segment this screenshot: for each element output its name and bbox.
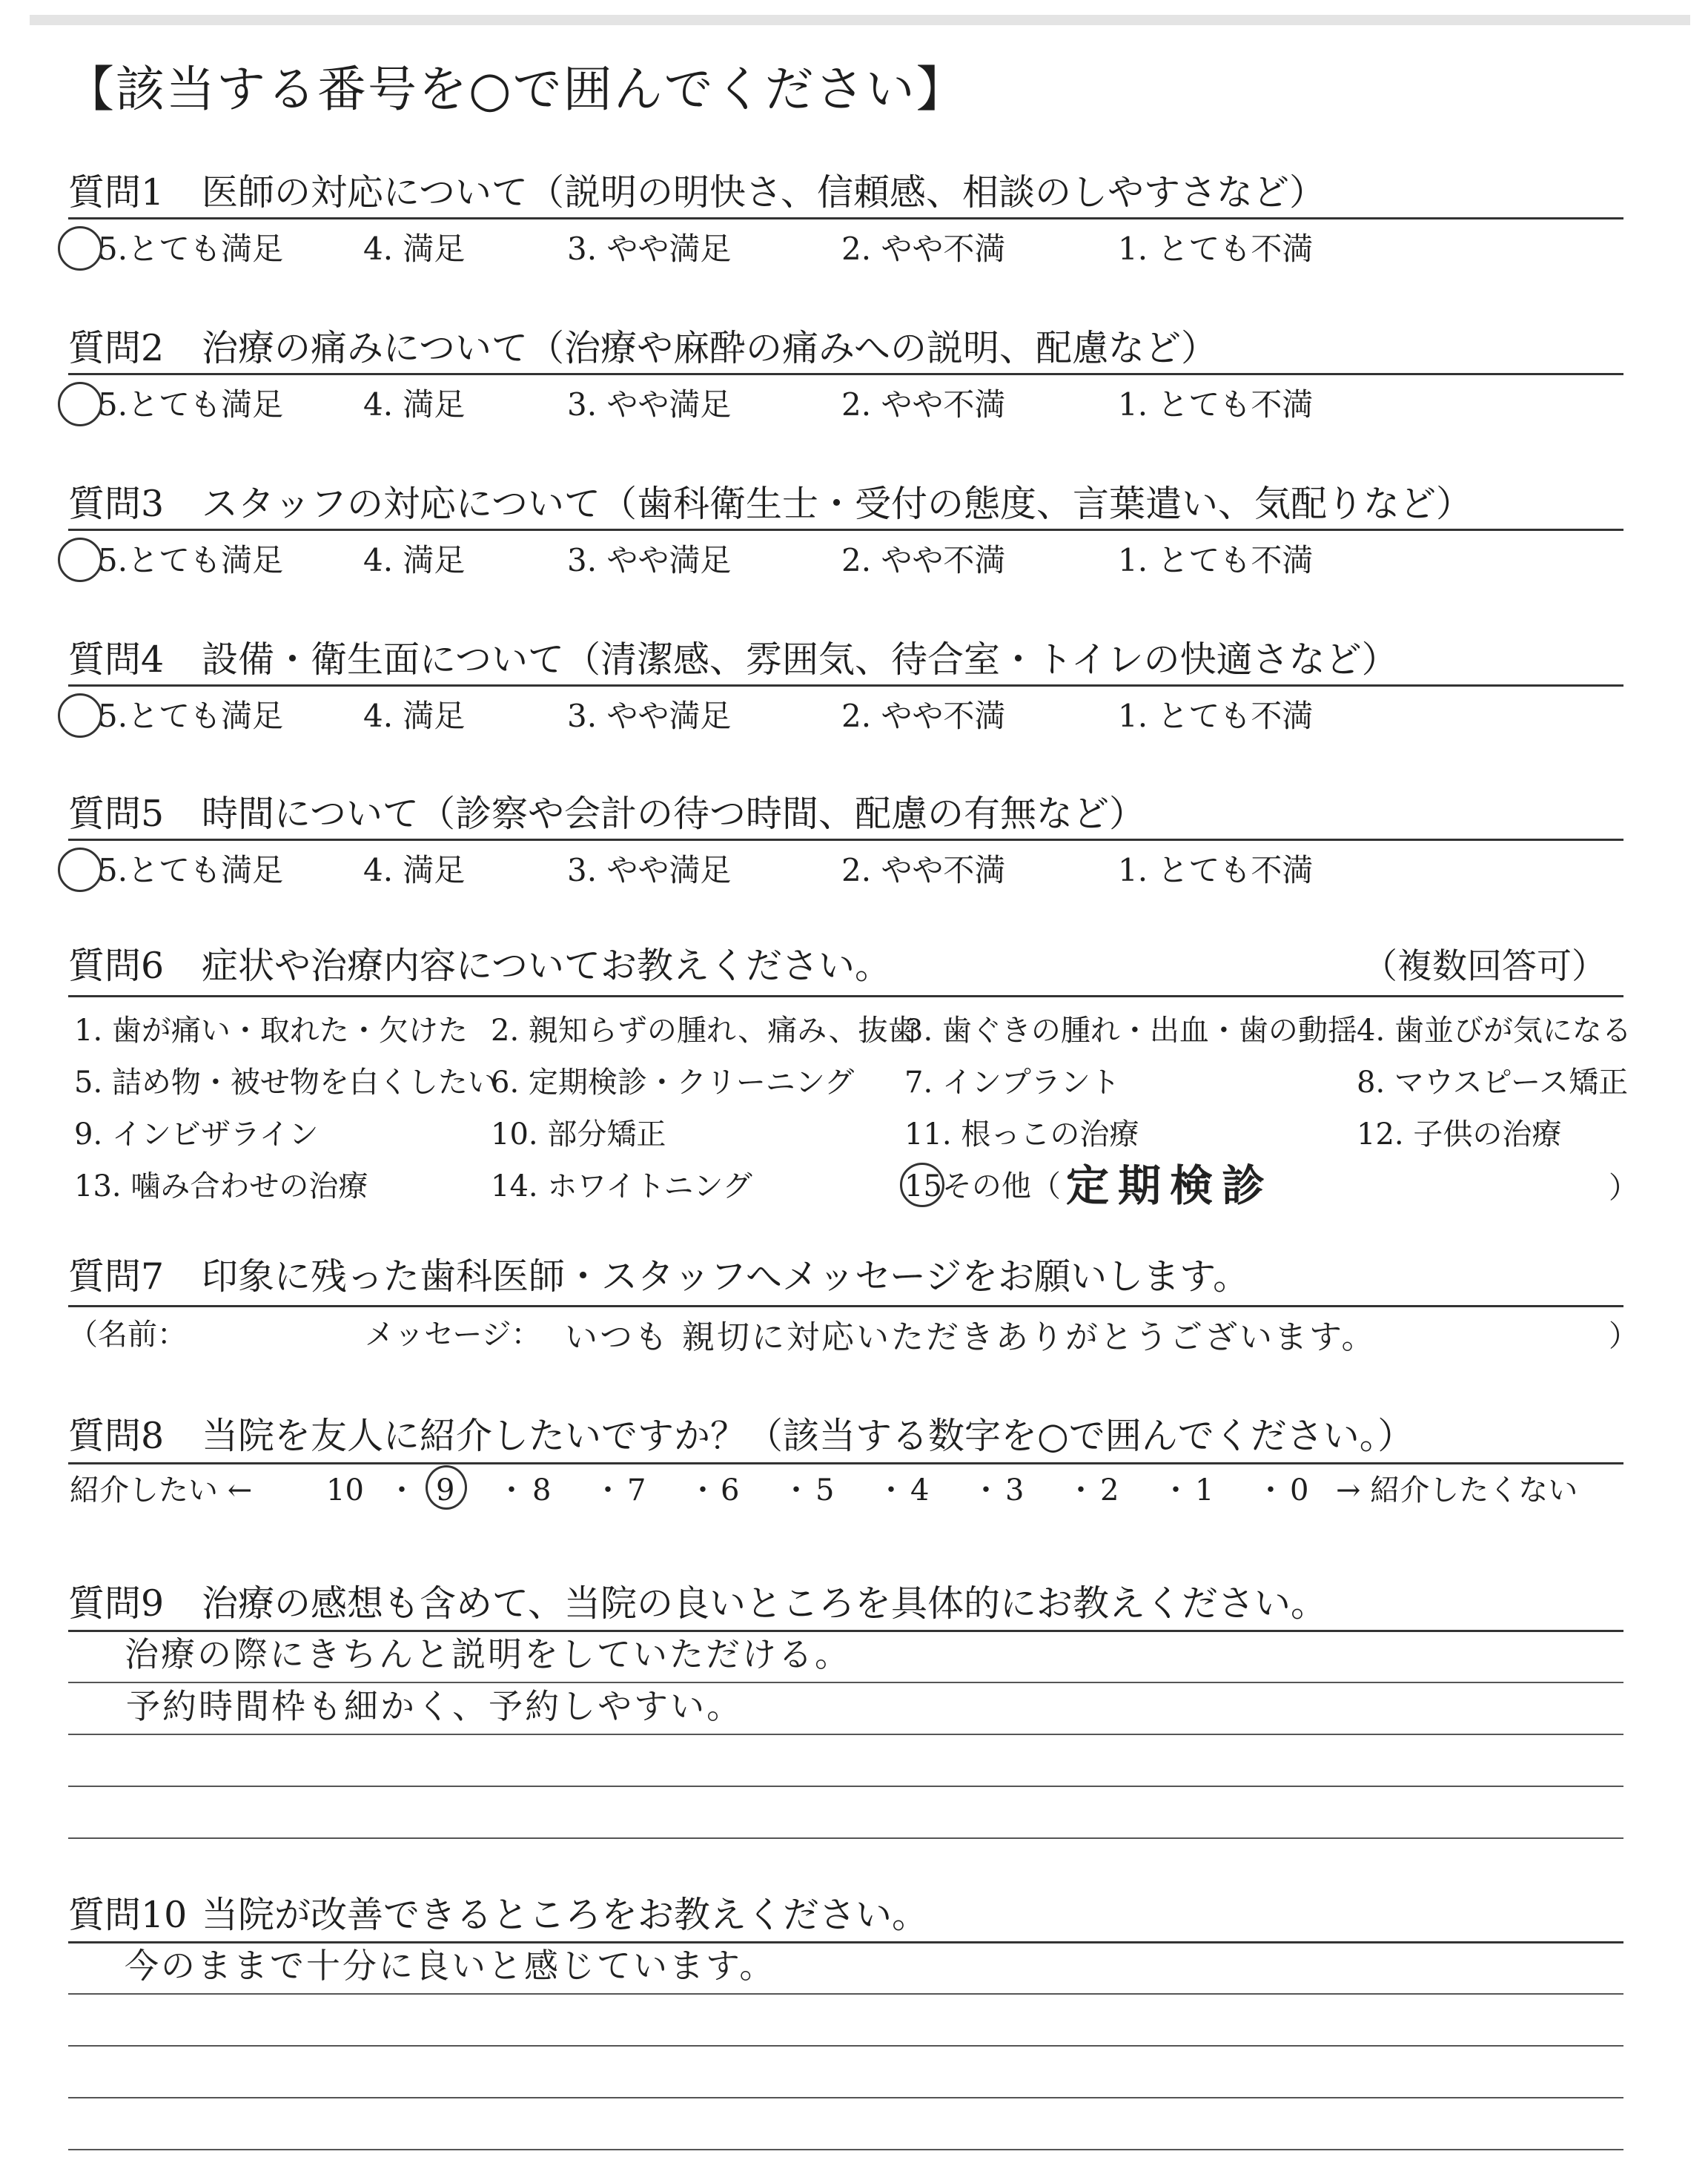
q1-option-4[interactable]: 4. 満足 [363,231,466,267]
q1-option-1[interactable]: 1. とても不満 [1118,231,1314,267]
q4-option-1[interactable]: 1. とても不満 [1118,698,1314,734]
q9-ruled-line [68,1837,1623,1839]
q6-other-answer: 定期検診 [1066,1160,1274,1211]
q10-ruled-line [68,2045,1623,2047]
q3-option-5[interactable]: 5.とても満足 [98,542,284,578]
q8-separator: ・ [387,1473,417,1507]
q6-item-5[interactable]: 5. 詰め物・被せ物を白くしたい [74,1066,497,1100]
q6-other-close: ） [1609,1171,1638,1205]
q4-text: 設備・衛生面について（清潔感、雰囲気、待合室・トイレの快適さなど） [202,638,1398,681]
q6-item-4[interactable]: 4. 歯並びが気になる [1357,1014,1632,1048]
q8-scale-3[interactable]: 3 [1005,1473,1025,1507]
q4-selected-circle [58,693,102,738]
q3-option-1[interactable]: 1. とても不満 [1118,542,1314,578]
q9-text: 治療の感想も含めて、当院の良いところを具体的にお教えください。 [202,1582,1328,1625]
q6-item-14[interactable]: 14. ホワイトニング [491,1169,752,1203]
q8-scale-5[interactable]: 5 [815,1473,835,1507]
q5-text: 時間について（診察や会計の待つ時間、配慮の有無など） [202,793,1146,835]
q5-option-1[interactable]: 1. とても不満 [1118,852,1314,888]
q2-selected-circle [58,382,102,426]
q7-message: いつも 親切に対応いただきありがとうございます。 [565,1318,1377,1356]
q6-number: 質問6 [68,945,165,987]
q5-selected-circle [58,848,102,892]
q7-message-label: メッセージ： [365,1318,541,1352]
q8-number: 質問8 [68,1415,165,1457]
q5-option-4[interactable]: 4. 満足 [363,852,466,888]
q7-close: ） [1609,1319,1638,1353]
q5-title [68,793,1146,835]
q10-rule [68,1941,1623,1943]
q8-scale-4[interactable]: 4 [910,1473,930,1507]
q10-ruled-line [68,2097,1623,2098]
q1-option-2[interactable]: 2. やや不満 [841,231,1006,267]
q3-text: スタッフの対応について（歯科衛生士・受付の態度、言葉遣い、気配りなど） [202,483,1473,525]
q6-item-1[interactable]: 1. 歯が痛い・取れた・欠けた [74,1014,468,1048]
q8-title [68,1415,1414,1457]
q6-item-9[interactable]: 9. インビザライン [74,1117,319,1152]
q2-text: 治療の痛みについて（治療や麻酔の痛みへの説明、配慮など） [202,327,1218,369]
q5-rule [68,839,1623,841]
q7-title [68,1255,1250,1298]
q6-item-7[interactable]: 7. インプラント [904,1066,1120,1100]
q8-separator: ・ [1066,1473,1096,1507]
q4-option-3[interactable]: 3. やや満足 [567,698,732,734]
q2-option-1[interactable]: 1. とても不満 [1118,386,1314,423]
q2-option-2[interactable]: 2. やや不満 [841,386,1006,423]
q7-number: 質問7 [68,1255,165,1298]
q3-title [68,483,1473,525]
q6-item-8[interactable]: 8. マウスピース矯正 [1357,1066,1629,1100]
q8-separator: ・ [1161,1473,1191,1507]
q5-number: 質問5 [68,793,165,835]
q2-rule [68,373,1623,375]
q10-title [68,1894,929,1936]
q8-scale-9[interactable]: 9 [436,1473,455,1507]
q8-separator: ・ [876,1473,906,1507]
q8-separator: ・ [971,1473,1001,1507]
q5-option-5[interactable]: 5.とても満足 [98,852,284,888]
q6-selected-circle [900,1163,944,1207]
q6-item-2[interactable]: 2. 親知らずの腫れ、痛み、抜歯 [491,1014,918,1048]
q7-text: 印象に残った歯科医師・スタッフへメッセージをお願いします。 [202,1255,1250,1298]
q10-answer-line-1: 今のままで十分に良いと感じています。 [125,1946,776,1986]
q1-selected-circle [58,226,102,271]
q3-rule [68,529,1623,531]
q4-number: 質問4 [68,638,165,681]
q9-ruled-line [68,1734,1623,1735]
q8-separator: ・ [1256,1473,1285,1507]
q8-separator: ・ [497,1473,526,1507]
q3-option-4[interactable]: 4. 満足 [363,542,466,578]
q8-separator: ・ [593,1473,623,1507]
q8-scale-8[interactable]: 8 [532,1473,552,1507]
q2-option-5[interactable]: 5.とても満足 [98,386,284,423]
q3-number: 質問3 [68,483,165,525]
q10-ruled-line [68,2149,1623,2150]
q9-answer-line-1: 治療の際にきちんと説明をしていただける。 [125,1634,851,1674]
q1-rule [68,217,1623,219]
q8-separator: ・ [781,1473,811,1507]
q10-ruled-line [68,1993,1623,1995]
q9-answer-line-2: 予約時間枠も細かく、予約しやすい。 [126,1686,744,1726]
q8-text: 当院を友人に紹介したいですか？（該当する数字を○で囲んでください。） [202,1415,1414,1457]
q8-scale-10[interactable]: 10 [326,1473,364,1507]
q8-scale-7[interactable]: 7 [627,1473,646,1507]
q6-title [68,945,892,987]
q1-title [68,171,1326,214]
q4-title [68,638,1398,681]
q6-item-6[interactable]: 6. 定期検診・クリーニング [491,1066,855,1100]
q6-item-12[interactable]: 12. 子供の治療 [1357,1117,1562,1152]
q4-option-5[interactable]: 5.とても満足 [98,698,284,734]
q1-option-5[interactable]: 5.とても満足 [98,231,284,267]
q8-right-label: → 紹介したくない [1336,1473,1578,1507]
q4-option-4[interactable]: 4. 満足 [363,698,466,734]
q8-scale-6[interactable]: 6 [721,1473,740,1507]
q8-left-label: 紹介したい ← [70,1473,253,1507]
q5-option-2[interactable]: 2. やや不満 [841,852,1006,888]
q7-name-label: （名前： [68,1318,187,1352]
q7-rule [68,1305,1623,1307]
q10-text: 当院が改善できるところをお教えください。 [202,1894,929,1936]
q2-number: 質問2 [68,327,165,369]
q6-note: （複数回答可） [1363,946,1606,987]
q8-scale-0[interactable]: 0 [1290,1473,1309,1507]
q3-selected-circle [58,538,102,582]
q6-text: 症状や治療内容についてお教えください。 [202,945,892,987]
q8-selected-circle [426,1465,467,1510]
q3-option-3[interactable]: 3. やや満足 [567,542,732,578]
q9-title [68,1582,1328,1625]
q8-rule [68,1462,1623,1464]
q4-rule [68,684,1623,687]
q4-option-2[interactable]: 2. やや不満 [841,698,1006,734]
q9-number: 質問9 [68,1582,165,1625]
q3-option-2[interactable]: 2. やや不満 [841,542,1006,578]
q2-title [68,327,1218,369]
q2-option-4[interactable]: 4. 満足 [363,386,466,423]
q6-rule [68,995,1623,997]
q1-option-3[interactable]: 3. やや満足 [567,231,732,267]
q9-rule [68,1630,1623,1632]
q8-scale-2[interactable]: 2 [1100,1473,1119,1507]
q6-item-10[interactable]: 10. 部分矯正 [491,1117,666,1152]
q6-item-3[interactable]: 3. 歯ぐきの腫れ・出血・歯の動揺 [904,1014,1357,1048]
page-title: 【該当する番号を○で囲んでください】 [65,61,967,118]
q10-number: 質問10 [68,1894,188,1936]
q6-item-11[interactable]: 11. 根っこの治療 [904,1117,1139,1152]
q5-option-3[interactable]: 3. やや満足 [567,852,732,888]
q8-separator: ・ [688,1473,718,1507]
q1-number: 質問1 [68,171,165,214]
q9-ruled-line [68,1682,1623,1683]
q6-item-13[interactable]: 13. 噛み合わせの治療 [74,1169,368,1203]
q6-item-15[interactable]: 15その他（ [904,1169,1061,1203]
q1-text: 医師の対応について（説明の明快さ、信頼感、相談のしやすさなど） [202,171,1326,214]
q2-option-3[interactable]: 3. やや満足 [567,386,732,423]
q8-scale-1[interactable]: 1 [1195,1473,1214,1507]
q9-ruled-line [68,1786,1623,1787]
